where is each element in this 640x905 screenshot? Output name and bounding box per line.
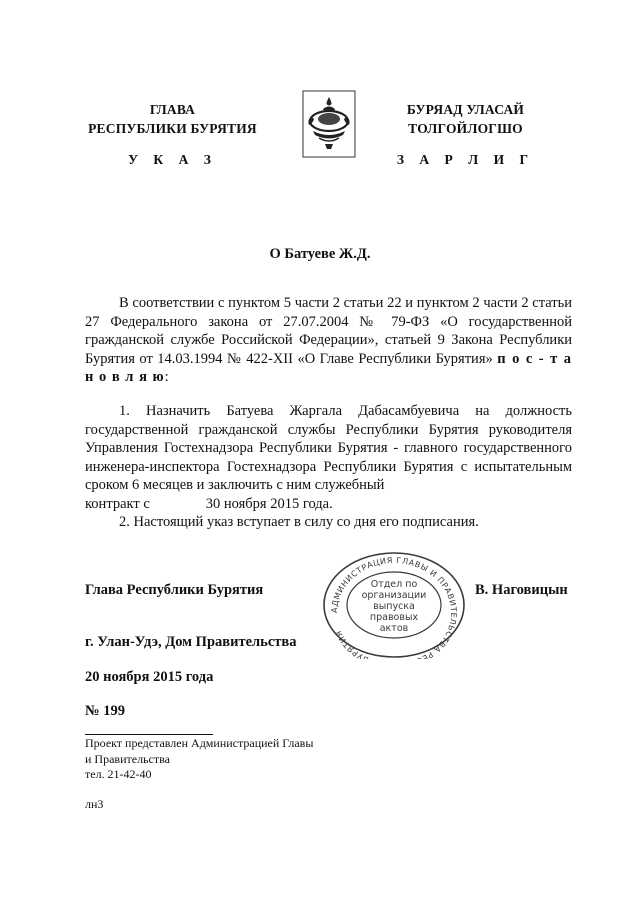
- issuer-ru: [80, 100, 265, 138]
- official-stamp: [319, 549, 469, 659]
- item-1-text: 1. Назначить Батуева Жаргала Дабасамбуевича на должность государственной гражданской службы Республики Бурятия руководителя Управления Гостехнадзора Республики Бурятия - главного государственного инженера-инспектора Гостехнадзора Республики Бурятия с испытательным сроком 6 месяцев и заключить с ним служебный: [85, 403, 572, 494]
- issuer-ru-line2: РЕСПУБЛИКИ БУРЯТИЯ: [88, 121, 257, 136]
- issuer-bua-line1: БУРЯАД УЛАСАЙ: [406, 102, 525, 117]
- preamble: [85, 294, 572, 387]
- resolve-colon: :: [164, 369, 169, 386]
- decree-number: № 199: [85, 703, 125, 719]
- stamp-line-1: Отдел по: [370, 579, 418, 590]
- doc-kind-ru: У К А З: [128, 152, 217, 167]
- stamp-line-5: актов: [379, 623, 409, 634]
- doc-kind-bua: З А Р Л И Г: [396, 152, 535, 167]
- item-2: 2. Настоящий указ вступает в силу со дня его подписания.: [119, 514, 479, 530]
- item-1: [85, 402, 572, 514]
- issuer-bua: [373, 100, 558, 138]
- signatory-position: Глава Республики Бурятия: [85, 582, 264, 598]
- footer-phone: тел. 21-42-40: [85, 767, 152, 781]
- stamp-outer-text: АДМИНИСТРАЦИЯ ГЛАВЫ И ПРАВИТЕЛЬСТВА РЕ БУРЯТИЯ: [329, 555, 459, 659]
- place: г. Улан-Удэ, Дом Правительства: [85, 634, 297, 650]
- footer-line-2: и Правительства: [85, 751, 170, 766]
- contract-date: 30 ноября 2015 года.: [205, 495, 333, 512]
- stamp-line-4: правовых: [369, 612, 419, 623]
- preamble-text: В соответствии с пунктом 5 части 2 статьи 22 и пунктом 2 части 2 статьи 27 Федерального закона от 27.07.2004 № 79-ФЗ «О государственной гражданской службе Российской Федерации», статьей 9 Закона Республики Бурятия от 14.03.1994 № 422-XII «О Главе Республики Бурятия»: [85, 295, 572, 367]
- decree-date: 20 ноября 2015 года: [85, 669, 214, 685]
- decree-title: О Батуеве Ж.Д.: [269, 246, 371, 262]
- stamp-line-3: выпуска: [373, 601, 415, 612]
- coat-of-arms-buryatia-icon: [301, 89, 357, 159]
- issuer-ru-line1: ГЛАВА: [149, 102, 196, 117]
- signatory-name: В. Наговицын: [475, 582, 568, 598]
- footer-note: [85, 736, 313, 783]
- stamp-line-2: организации: [361, 590, 427, 601]
- footer-line-1: Проект представлен Администрацией Главы: [85, 736, 314, 750]
- issuer-bua-line2: ТОЛГОЙЛОГШО: [408, 121, 523, 136]
- resolve-word: п о с - т а н о в л я ю: [85, 350, 572, 386]
- footer-code: лн3: [85, 797, 104, 811]
- footer-divider: [85, 734, 213, 735]
- contract-prefix: контракт с: [85, 495, 150, 512]
